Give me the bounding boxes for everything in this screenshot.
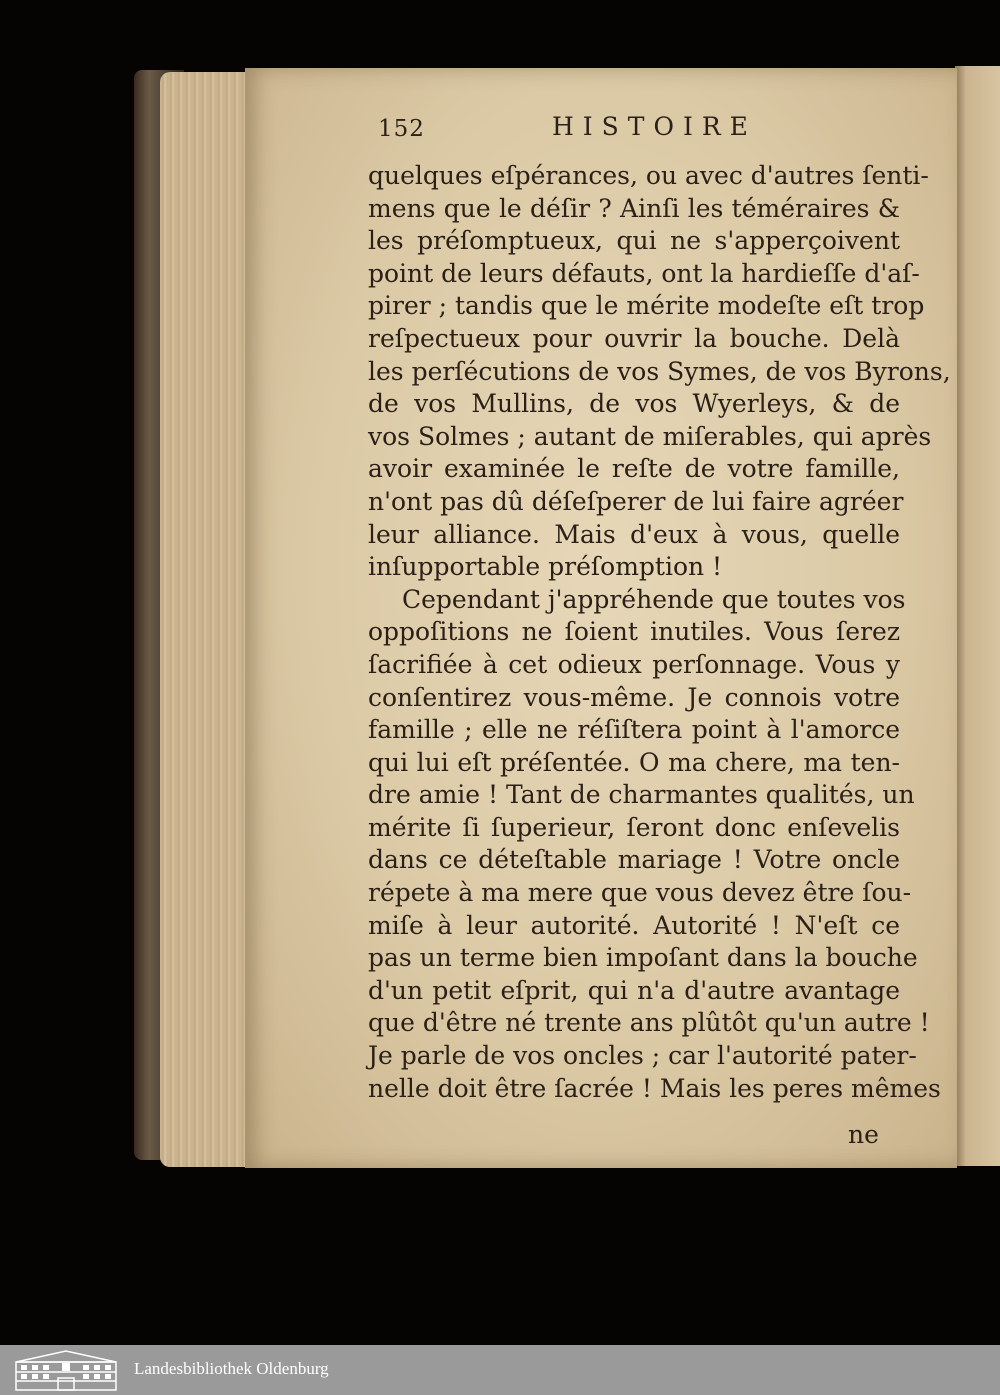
text-line: d'un petit eſprit, qui n'a d'autre avantage (368, 975, 900, 1005)
library-footer (0, 1345, 1000, 1395)
text-line: les préſomptueux, qui ne s'apperçoivent (368, 226, 900, 256)
text-line: vos Solmes ; autant de miſerables, qui après (368, 421, 932, 451)
text-line: qui lui eſt préſentée. O ma chere, ma ten- (368, 747, 900, 777)
text-line: reſpectueux pour ouvrir la bouche. Delà (368, 323, 900, 353)
page-number: 152 (378, 116, 425, 142)
text-line: conſentirez vous-même. Je connois votre (368, 682, 900, 712)
text-line: inſupportable préſomption ! (368, 552, 723, 582)
text-line: dans ce déteſtable mariage ! Votre oncle (368, 845, 900, 875)
text-line: quelques eſpérances, ou avec d'autres ſenti- (368, 161, 929, 190)
text-line: de vos Mullins, de vos Wyerleys, & de (368, 389, 900, 419)
text-line: avoir examinée le reſte de votre famille, (368, 454, 900, 484)
text-line: pas un terme bien impoſant dans la bouche (368, 943, 918, 973)
text-line: oppoſitions ne ſoient inutiles. Vous ſerez (368, 617, 900, 647)
text-line: répete à ma mere que vous devez être ſou- (368, 878, 912, 908)
text-line: les perſécutions de vos Symes, de vos Byrons, (368, 356, 951, 386)
text-line: dre amie ! Tant de charmantes qualités, un (368, 780, 915, 810)
text-line: mérite ſi ſuperieur, ſeront donc enſevelis (368, 812, 900, 842)
text-line: famille ; elle ne réſiſtera point à l'amorce (368, 715, 900, 745)
running-title: HISTOIRE (552, 112, 757, 141)
text-line: nelle doit être ſacrée ! Mais les peres mêmes (368, 1073, 941, 1103)
text-line: miſe à leur autorité. Autorité ! N'eſt ce (368, 910, 900, 940)
text-line: n'ont pas dû déſeſperer de lui faire agréer (368, 486, 904, 516)
text-line: ſacrifiée à cet odieux perſonnage. Vous y (368, 649, 900, 679)
text-line: point de leurs défauts, ont la hardieſſe d'aſ- (368, 258, 920, 288)
facing-page-edge (955, 66, 1000, 1166)
body-text (368, 160, 951, 1105)
text-line: que d'être né trente ans plûtôt qu'un autre ! (368, 1008, 930, 1038)
text-line: Je parle de vos oncles ; car l'autorité pater- (368, 1041, 917, 1071)
text-line: leur alliance. Mais d'eux à vous, quelle (368, 519, 900, 549)
text-line: mens que le déſir ? Ainſi les téméraires & (368, 193, 900, 223)
page-header (378, 112, 898, 152)
text-line: pirer ; tandis que le mérite modeſte eſt trop (368, 291, 925, 321)
text-line: Cependant j'appréhende que toutes vos (402, 584, 906, 614)
catchword: ne (848, 1120, 879, 1149)
library-name: Landesbibliothek Oldenburg (134, 1359, 329, 1378)
library-building-icon (10, 1348, 122, 1392)
